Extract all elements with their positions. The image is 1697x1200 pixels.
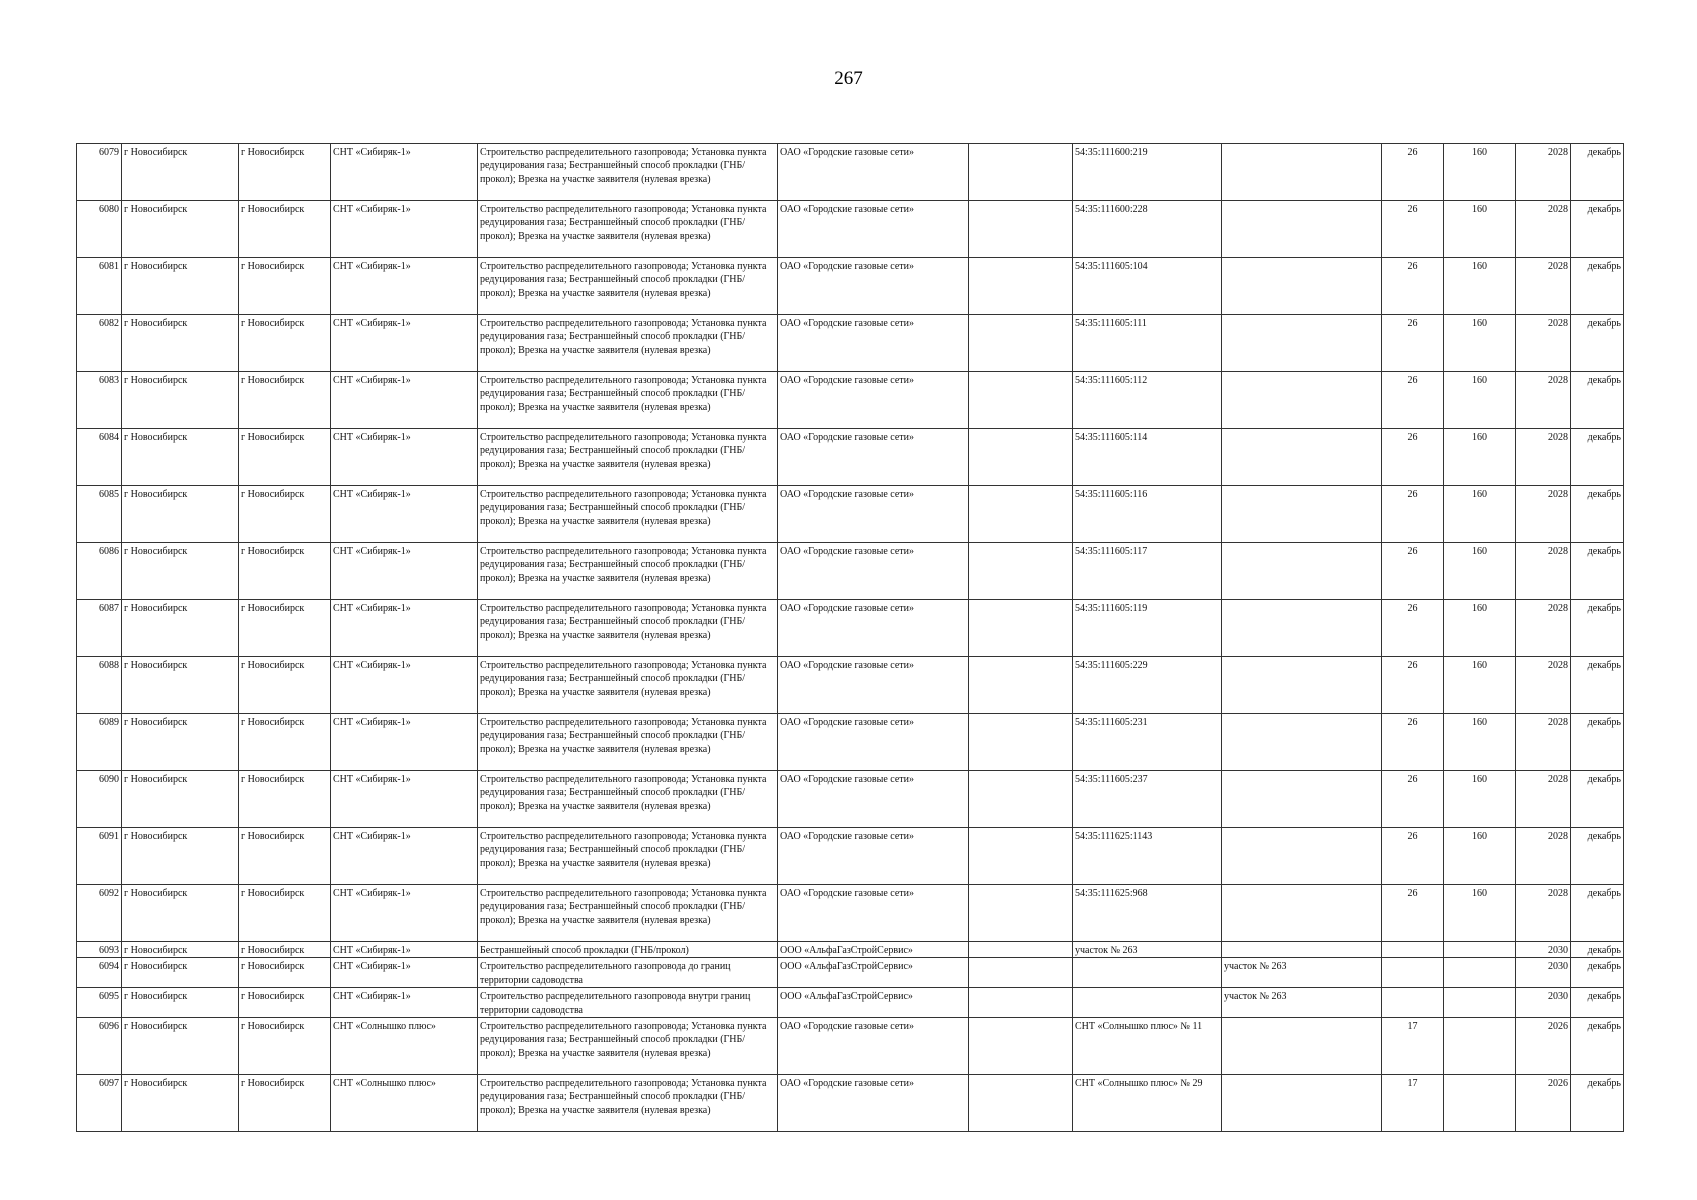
- territory-cell: СНТ «Сибиряк-1»: [331, 429, 478, 486]
- municipality-cell: г Новосибирск: [122, 1018, 239, 1075]
- plot-cell: участок № 263: [1222, 958, 1382, 988]
- works-description-cell: Строительство распределительного газопровода; Установка пункта редуцирования газа; Бестраншейный способ прокладки (ГНБ/прокол); Врезка на участке заявителя (нулевая врезка): [478, 258, 778, 315]
- works-description-cell: Строительство распределительного газопровода; Установка пункта редуцирования газа; Бестраншейный способ прокладки (ГНБ/прокол); Врезка на участке заявителя (нулевая врезка): [478, 885, 778, 942]
- quantity-cell: 17: [1382, 1018, 1444, 1075]
- quantity-cell: 26: [1382, 657, 1444, 714]
- plot-cell: [1222, 429, 1382, 486]
- month-cell: декабрь: [1571, 486, 1624, 543]
- organization-cell: ОАО «Городские газовые сети»: [778, 372, 969, 429]
- row-number: 6080: [77, 201, 122, 258]
- municipality-cell: г Новосибирск: [122, 771, 239, 828]
- year-cell: 2030: [1516, 958, 1571, 988]
- table-row: [77, 828, 1624, 885]
- settlement-cell: г Новосибирск: [239, 486, 331, 543]
- row-number: 6086: [77, 543, 122, 600]
- cadastral-number-cell: 54:35:111605:237: [1073, 771, 1222, 828]
- works-description-cell: Строительство распределительного газопровода; Установка пункта редуцирования газа; Бестраншейный способ прокладки (ГНБ/прокол); Врезка на участке заявителя (нулевая врезка): [478, 600, 778, 657]
- page-number: 267: [834, 68, 863, 89]
- row-number: 6088: [77, 657, 122, 714]
- row-number: 6089: [77, 714, 122, 771]
- territory-cell: СНТ «Сибиряк-1»: [331, 600, 478, 657]
- quantity-cell: [1382, 988, 1444, 1018]
- diameter-cell: [1444, 958, 1516, 988]
- month-cell: декабрь: [1571, 958, 1624, 988]
- plot-cell: [1222, 600, 1382, 657]
- plot-cell: [1222, 1075, 1382, 1132]
- cadastral-number-cell: 54:35:111605:229: [1073, 657, 1222, 714]
- territory-cell: СНТ «Сибиряк-1»: [331, 201, 478, 258]
- year-cell: 2028: [1516, 714, 1571, 771]
- quantity-cell: 17: [1382, 1075, 1444, 1132]
- year-cell: 2028: [1516, 315, 1571, 372]
- municipality-cell: г Новосибирск: [122, 315, 239, 372]
- municipality-cell: г Новосибирск: [122, 828, 239, 885]
- municipality-cell: г Новосибирск: [122, 201, 239, 258]
- diameter-cell: 160: [1444, 828, 1516, 885]
- quantity-cell: 26: [1382, 828, 1444, 885]
- territory-cell: СНТ «Сибиряк-1»: [331, 144, 478, 201]
- territory-cell: СНТ «Сибиряк-1»: [331, 771, 478, 828]
- quantity-cell: 26: [1382, 486, 1444, 543]
- works-description-cell: Строительство распределительного газопровода; Установка пункта редуцирования газа; Бестраншейный способ прокладки (ГНБ/прокол); Врезка на участке заявителя (нулевая врезка): [478, 429, 778, 486]
- organization-cell: ОАО «Городские газовые сети»: [778, 771, 969, 828]
- diameter-cell: 160: [1444, 714, 1516, 771]
- table-row: [77, 258, 1624, 315]
- organization-cell: ОАО «Городские газовые сети»: [778, 486, 969, 543]
- month-cell: декабрь: [1571, 657, 1624, 714]
- gas-connection-schedule-table: [76, 143, 1624, 1132]
- empty-cell: [969, 600, 1073, 657]
- settlement-cell: г Новосибирск: [239, 828, 331, 885]
- territory-cell: СНТ «Сибиряк-1»: [331, 486, 478, 543]
- plot-cell: [1222, 1018, 1382, 1075]
- month-cell: декабрь: [1571, 885, 1624, 942]
- municipality-cell: г Новосибирск: [122, 942, 239, 958]
- plot-cell: [1222, 714, 1382, 771]
- organization-cell: ОАО «Городские газовые сети»: [778, 828, 969, 885]
- settlement-cell: г Новосибирск: [239, 201, 331, 258]
- organization-cell: ОАО «Городские газовые сети»: [778, 258, 969, 315]
- row-number: 6092: [77, 885, 122, 942]
- municipality-cell: г Новосибирск: [122, 714, 239, 771]
- row-number: 6084: [77, 429, 122, 486]
- cadastral-number-cell: [1073, 958, 1222, 988]
- year-cell: 2028: [1516, 429, 1571, 486]
- territory-cell: СНТ «Сибиряк-1»: [331, 942, 478, 958]
- month-cell: декабрь: [1571, 771, 1624, 828]
- territory-cell: СНТ «Сибиряк-1»: [331, 828, 478, 885]
- organization-cell: ООО «АльфаГазСтройСервис»: [778, 988, 969, 1018]
- quantity-cell: [1382, 942, 1444, 958]
- municipality-cell: г Новосибирск: [122, 958, 239, 988]
- territory-cell: СНТ «Сибиряк-1»: [331, 543, 478, 600]
- month-cell: декабрь: [1571, 201, 1624, 258]
- diameter-cell: 160: [1444, 258, 1516, 315]
- table-row: [77, 942, 1624, 958]
- cadastral-number-cell: 54:35:111605:116: [1073, 486, 1222, 543]
- cadastral-number-cell: участок № 263: [1073, 942, 1222, 958]
- cadastral-number-cell: 54:35:111605:111: [1073, 315, 1222, 372]
- year-cell: 2026: [1516, 1018, 1571, 1075]
- municipality-cell: г Новосибирск: [122, 657, 239, 714]
- year-cell: 2028: [1516, 600, 1571, 657]
- month-cell: декабрь: [1571, 258, 1624, 315]
- year-cell: 2028: [1516, 657, 1571, 714]
- organization-cell: ОАО «Городские газовые сети»: [778, 429, 969, 486]
- quantity-cell: 26: [1382, 144, 1444, 201]
- plot-cell: [1222, 144, 1382, 201]
- month-cell: декабрь: [1571, 543, 1624, 600]
- table-row: [77, 958, 1624, 988]
- diameter-cell: 160: [1444, 771, 1516, 828]
- settlement-cell: г Новосибирск: [239, 885, 331, 942]
- row-number: 6096: [77, 1018, 122, 1075]
- works-description-cell: Бестраншейный способ прокладки (ГНБ/прокол): [478, 942, 778, 958]
- row-number: 6095: [77, 988, 122, 1018]
- plot-cell: [1222, 201, 1382, 258]
- plot-cell: [1222, 486, 1382, 543]
- row-number: 6087: [77, 600, 122, 657]
- row-number: 6093: [77, 942, 122, 958]
- territory-cell: СНТ «Сибиряк-1»: [331, 714, 478, 771]
- cadastral-number-cell: 54:35:111605:117: [1073, 543, 1222, 600]
- month-cell: декабрь: [1571, 942, 1624, 958]
- territory-cell: СНТ «Сибиряк-1»: [331, 885, 478, 942]
- year-cell: 2028: [1516, 372, 1571, 429]
- diameter-cell: 160: [1444, 144, 1516, 201]
- table-row: [77, 372, 1624, 429]
- organization-cell: ОАО «Городские газовые сети»: [778, 885, 969, 942]
- empty-cell: [969, 958, 1073, 988]
- plot-cell: [1222, 372, 1382, 429]
- works-description-cell: Строительство распределительного газопровода; Установка пункта редуцирования газа; Бестраншейный способ прокладки (ГНБ/прокол); Врезка на участке заявителя (нулевая врезка): [478, 1075, 778, 1132]
- diameter-cell: 160: [1444, 885, 1516, 942]
- works-description-cell: Строительство распределительного газопровода; Установка пункта редуцирования газа; Бестраншейный способ прокладки (ГНБ/прокол); Врезка на участке заявителя (нулевая врезка): [478, 315, 778, 372]
- municipality-cell: г Новосибирск: [122, 988, 239, 1018]
- empty-cell: [969, 1018, 1073, 1075]
- municipality-cell: г Новосибирск: [122, 885, 239, 942]
- municipality-cell: г Новосибирск: [122, 600, 239, 657]
- works-description-cell: Строительство распределительного газопровода внутри границ территории садоводства: [478, 988, 778, 1018]
- settlement-cell: г Новосибирск: [239, 714, 331, 771]
- table-row: [77, 429, 1624, 486]
- plot-cell: [1222, 258, 1382, 315]
- works-description-cell: Строительство распределительного газопровода; Установка пункта редуцирования газа; Бестраншейный способ прокладки (ГНБ/прокол); Врезка на участке заявителя (нулевая врезка): [478, 372, 778, 429]
- empty-cell: [969, 1075, 1073, 1132]
- month-cell: декабрь: [1571, 1075, 1624, 1132]
- works-description-cell: Строительство распределительного газопровода; Установка пункта редуцирования газа; Бестраншейный способ прокладки (ГНБ/прокол); Врезка на участке заявителя (нулевая врезка): [478, 657, 778, 714]
- works-description-cell: Строительство распределительного газопровода; Установка пункта редуцирования газа; Бестраншейный способ прокладки (ГНБ/прокол); Врезка на участке заявителя (нулевая врезка): [478, 201, 778, 258]
- year-cell: 2028: [1516, 771, 1571, 828]
- territory-cell: СНТ «Сибиряк-1»: [331, 258, 478, 315]
- plot-cell: [1222, 657, 1382, 714]
- diameter-cell: 160: [1444, 486, 1516, 543]
- month-cell: декабрь: [1571, 828, 1624, 885]
- empty-cell: [969, 942, 1073, 958]
- territory-cell: СНТ «Сибиряк-1»: [331, 988, 478, 1018]
- month-cell: декабрь: [1571, 372, 1624, 429]
- territory-cell: СНТ «Солнышко плюс»: [331, 1018, 478, 1075]
- municipality-cell: г Новосибирск: [122, 486, 239, 543]
- quantity-cell: 26: [1382, 600, 1444, 657]
- diameter-cell: [1444, 988, 1516, 1018]
- month-cell: декабрь: [1571, 315, 1624, 372]
- organization-cell: ОАО «Городские газовые сети»: [778, 657, 969, 714]
- empty-cell: [969, 144, 1073, 201]
- row-number: 6090: [77, 771, 122, 828]
- cadastral-number-cell: 54:35:111605:114: [1073, 429, 1222, 486]
- municipality-cell: г Новосибирск: [122, 1075, 239, 1132]
- quantity-cell: 26: [1382, 771, 1444, 828]
- year-cell: 2028: [1516, 201, 1571, 258]
- territory-cell: СНТ «Сибиряк-1»: [331, 958, 478, 988]
- month-cell: декабрь: [1571, 600, 1624, 657]
- organization-cell: ОАО «Городские газовые сети»: [778, 714, 969, 771]
- cadastral-number-cell: 54:35:111625:968: [1073, 885, 1222, 942]
- cadastral-number-cell: 54:35:111605:231: [1073, 714, 1222, 771]
- year-cell: 2028: [1516, 258, 1571, 315]
- row-number: 6091: [77, 828, 122, 885]
- empty-cell: [969, 885, 1073, 942]
- empty-cell: [969, 828, 1073, 885]
- organization-cell: ОАО «Городские газовые сети»: [778, 315, 969, 372]
- quantity-cell: [1382, 958, 1444, 988]
- territory-cell: СНТ «Сибиряк-1»: [331, 315, 478, 372]
- empty-cell: [969, 201, 1073, 258]
- month-cell: декабрь: [1571, 429, 1624, 486]
- year-cell: 2028: [1516, 828, 1571, 885]
- empty-cell: [969, 771, 1073, 828]
- plot-cell: [1222, 942, 1382, 958]
- table-row: [77, 988, 1624, 1018]
- empty-cell: [969, 543, 1073, 600]
- quantity-cell: 26: [1382, 258, 1444, 315]
- table-row: [77, 144, 1624, 201]
- diameter-cell: 160: [1444, 372, 1516, 429]
- row-number: 6081: [77, 258, 122, 315]
- municipality-cell: г Новосибирск: [122, 258, 239, 315]
- plot-cell: [1222, 828, 1382, 885]
- table-row: [77, 315, 1624, 372]
- settlement-cell: г Новосибирск: [239, 958, 331, 988]
- organization-cell: ООО «АльфаГазСтройСервис»: [778, 958, 969, 988]
- works-description-cell: Строительство распределительного газопровода; Установка пункта редуцирования газа; Бестраншейный способ прокладки (ГНБ/прокол); Врезка на участке заявителя (нулевая врезка): [478, 486, 778, 543]
- works-description-cell: Строительство распределительного газопровода; Установка пункта редуцирования газа; Бестраншейный способ прокладки (ГНБ/прокол); Врезка на участке заявителя (нулевая врезка): [478, 543, 778, 600]
- table-row: [77, 771, 1624, 828]
- settlement-cell: г Новосибирск: [239, 942, 331, 958]
- row-number: 6083: [77, 372, 122, 429]
- table-row: [77, 201, 1624, 258]
- quantity-cell: 26: [1382, 429, 1444, 486]
- table-row: [77, 657, 1624, 714]
- settlement-cell: г Новосибирск: [239, 1018, 331, 1075]
- quantity-cell: 26: [1382, 201, 1444, 258]
- table-row: [77, 885, 1624, 942]
- year-cell: 2028: [1516, 885, 1571, 942]
- month-cell: декабрь: [1571, 988, 1624, 1018]
- month-cell: декабрь: [1571, 1018, 1624, 1075]
- table-row: [77, 714, 1624, 771]
- table-row: [77, 1018, 1624, 1075]
- table-row: [77, 1075, 1624, 1132]
- diameter-cell: 160: [1444, 543, 1516, 600]
- empty-cell: [969, 258, 1073, 315]
- cadastral-number-cell: 54:35:111600:219: [1073, 144, 1222, 201]
- month-cell: декабрь: [1571, 144, 1624, 201]
- empty-cell: [969, 315, 1073, 372]
- municipality-cell: г Новосибирск: [122, 372, 239, 429]
- settlement-cell: г Новосибирск: [239, 988, 331, 1018]
- diameter-cell: [1444, 942, 1516, 958]
- works-description-cell: Строительство распределительного газопровода до границ территории садоводства: [478, 958, 778, 988]
- year-cell: 2030: [1516, 988, 1571, 1018]
- settlement-cell: г Новосибирск: [239, 771, 331, 828]
- settlement-cell: г Новосибирск: [239, 1075, 331, 1132]
- diameter-cell: 160: [1444, 600, 1516, 657]
- row-number: 6094: [77, 958, 122, 988]
- quantity-cell: 26: [1382, 714, 1444, 771]
- quantity-cell: 26: [1382, 372, 1444, 429]
- row-number: 6085: [77, 486, 122, 543]
- municipality-cell: г Новосибирск: [122, 543, 239, 600]
- year-cell: 2028: [1516, 486, 1571, 543]
- works-description-cell: Строительство распределительного газопровода; Установка пункта редуцирования газа; Бестраншейный способ прокладки (ГНБ/прокол); Врезка на участке заявителя (нулевая врезка): [478, 771, 778, 828]
- diameter-cell: [1444, 1018, 1516, 1075]
- settlement-cell: г Новосибирск: [239, 600, 331, 657]
- organization-cell: ОАО «Городские газовые сети»: [778, 1018, 969, 1075]
- works-description-cell: Строительство распределительного газопровода; Установка пункта редуцирования газа; Бестраншейный способ прокладки (ГНБ/прокол); Врезка на участке заявителя (нулевая врезка): [478, 1018, 778, 1075]
- territory-cell: СНТ «Сибиряк-1»: [331, 657, 478, 714]
- works-description-cell: Строительство распределительного газопровода; Установка пункта редуцирования газа; Бестраншейный способ прокладки (ГНБ/прокол); Врезка на участке заявителя (нулевая врезка): [478, 714, 778, 771]
- row-number: 6082: [77, 315, 122, 372]
- settlement-cell: г Новосибирск: [239, 258, 331, 315]
- settlement-cell: г Новосибирск: [239, 543, 331, 600]
- works-description-cell: Строительство распределительного газопровода; Установка пункта редуцирования газа; Бестраншейный способ прокладки (ГНБ/прокол); Врезка на участке заявителя (нулевая врезка): [478, 144, 778, 201]
- row-number: 6079: [77, 144, 122, 201]
- year-cell: 2030: [1516, 942, 1571, 958]
- table-row: [77, 600, 1624, 657]
- settlement-cell: г Новосибирск: [239, 372, 331, 429]
- cadastral-number-cell: [1073, 988, 1222, 1018]
- quantity-cell: 26: [1382, 543, 1444, 600]
- cadastral-number-cell: 54:35:111600:228: [1073, 201, 1222, 258]
- settlement-cell: г Новосибирск: [239, 315, 331, 372]
- municipality-cell: г Новосибирск: [122, 144, 239, 201]
- diameter-cell: 160: [1444, 429, 1516, 486]
- plot-cell: [1222, 315, 1382, 372]
- diameter-cell: 160: [1444, 315, 1516, 372]
- table-row: [77, 543, 1624, 600]
- plot-cell: [1222, 885, 1382, 942]
- works-description-cell: Строительство распределительного газопровода; Установка пункта редуцирования газа; Бестраншейный способ прокладки (ГНБ/прокол); Врезка на участке заявителя (нулевая врезка): [478, 828, 778, 885]
- territory-cell: СНТ «Солнышко плюс»: [331, 1075, 478, 1132]
- organization-cell: ООО «АльфаГазСтройСервис»: [778, 942, 969, 958]
- municipality-cell: г Новосибирск: [122, 429, 239, 486]
- empty-cell: [969, 657, 1073, 714]
- settlement-cell: г Новосибирск: [239, 429, 331, 486]
- plot-cell: участок № 263: [1222, 988, 1382, 1018]
- cadastral-number-cell: 54:35:111625:1143: [1073, 828, 1222, 885]
- empty-cell: [969, 988, 1073, 1018]
- year-cell: 2028: [1516, 144, 1571, 201]
- cadastral-number-cell: СНТ «Солнышко плюс» № 29: [1073, 1075, 1222, 1132]
- month-cell: декабрь: [1571, 714, 1624, 771]
- settlement-cell: г Новосибирск: [239, 144, 331, 201]
- table-row: [77, 486, 1624, 543]
- year-cell: 2028: [1516, 543, 1571, 600]
- year-cell: 2026: [1516, 1075, 1571, 1132]
- organization-cell: ОАО «Городские газовые сети»: [778, 543, 969, 600]
- settlement-cell: г Новосибирск: [239, 657, 331, 714]
- cadastral-number-cell: 54:35:111605:119: [1073, 600, 1222, 657]
- territory-cell: СНТ «Сибиряк-1»: [331, 372, 478, 429]
- diameter-cell: 160: [1444, 201, 1516, 258]
- diameter-cell: [1444, 1075, 1516, 1132]
- empty-cell: [969, 486, 1073, 543]
- plot-cell: [1222, 771, 1382, 828]
- quantity-cell: 26: [1382, 315, 1444, 372]
- empty-cell: [969, 714, 1073, 771]
- quantity-cell: 26: [1382, 885, 1444, 942]
- row-number: 6097: [77, 1075, 122, 1132]
- cadastral-number-cell: 54:35:111605:112: [1073, 372, 1222, 429]
- empty-cell: [969, 429, 1073, 486]
- diameter-cell: 160: [1444, 657, 1516, 714]
- organization-cell: ОАО «Городские газовые сети»: [778, 144, 969, 201]
- organization-cell: ОАО «Городские газовые сети»: [778, 201, 969, 258]
- organization-cell: ОАО «Городские газовые сети»: [778, 1075, 969, 1132]
- cadastral-number-cell: СНТ «Солнышко плюс» № 11: [1073, 1018, 1222, 1075]
- cadastral-number-cell: 54:35:111605:104: [1073, 258, 1222, 315]
- organization-cell: ОАО «Городские газовые сети»: [778, 600, 969, 657]
- plot-cell: [1222, 543, 1382, 600]
- empty-cell: [969, 372, 1073, 429]
